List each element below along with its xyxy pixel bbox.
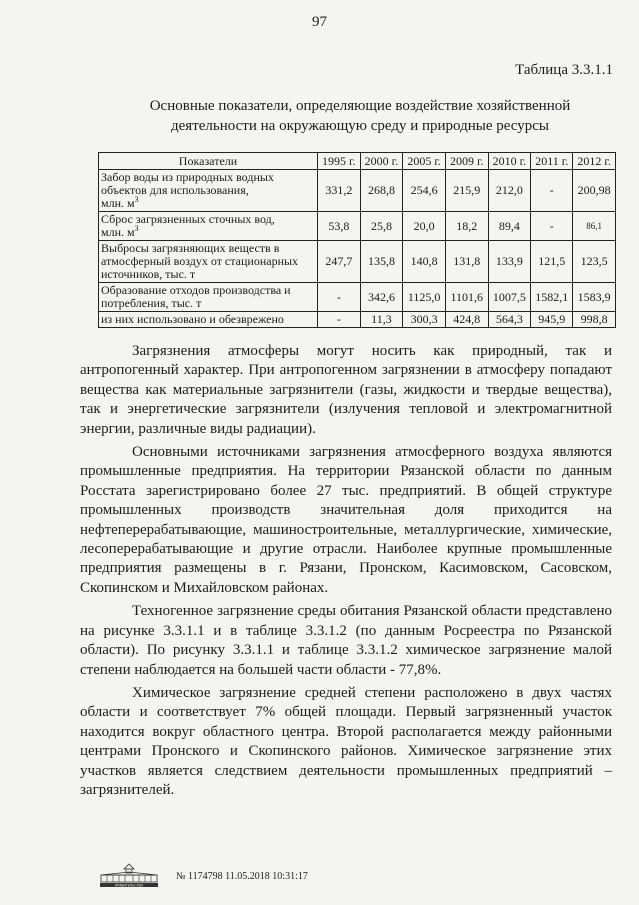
row-label: из них использовано и обезврежено	[99, 312, 318, 328]
table-cell: 1583,9	[573, 283, 616, 312]
table-cell: 200,98	[573, 170, 616, 212]
row-label: Выбросы загрязняющих веществ в атмосферный воздух от стационарных источников, тыс. т	[99, 241, 318, 283]
page-number: 97	[312, 14, 327, 30]
table-cell: 133,9	[488, 241, 531, 283]
table-cell: 140,8	[403, 241, 446, 283]
table-cell: -	[318, 283, 361, 312]
table-cell: 1101,6	[445, 283, 488, 312]
table-cell: 268,8	[360, 170, 403, 212]
table-cell: 25,8	[360, 212, 403, 241]
table-cell: 300,3	[403, 312, 446, 328]
column-header: 2005 г.	[403, 153, 446, 170]
government-building-icon	[98, 862, 160, 888]
table-row	[99, 312, 616, 328]
document-footer	[98, 862, 398, 888]
table-cell: -	[531, 170, 573, 212]
table-cell: -	[318, 312, 361, 328]
table-cell: 998,8	[573, 312, 616, 328]
table-cell: 1582,1	[531, 283, 573, 312]
table-cell: 247,7	[318, 241, 361, 283]
table-cell: 212,0	[488, 170, 531, 212]
table-cell: 215,9	[445, 170, 488, 212]
table-cell: 18,2	[445, 212, 488, 241]
row-label	[99, 212, 318, 241]
table-label: Таблица 3.3.1.1	[515, 62, 613, 78]
column-header: 2011 г.	[531, 153, 573, 170]
unit-exponent: 3	[134, 224, 139, 233]
row-label-text: Забор воды из природных водных объектов для использования,	[101, 170, 274, 197]
table-row	[99, 283, 616, 312]
table-header-row	[99, 153, 616, 170]
table-row	[99, 170, 616, 212]
table-cell: 331,2	[318, 170, 361, 212]
table-cell: 1125,0	[403, 283, 446, 312]
row-label-unit: млн. м	[101, 225, 135, 239]
column-header: Показатели	[99, 153, 318, 170]
column-header: 2012 г.	[573, 153, 616, 170]
table-cell: 135,8	[360, 241, 403, 283]
table-row	[99, 241, 616, 283]
table-cell: 945,9	[531, 312, 573, 328]
table-row	[99, 212, 616, 241]
document-id: № 1174798 11.05.2018 10:31:17	[176, 871, 308, 882]
column-header: 2009 г.	[445, 153, 488, 170]
paragraph: Химическое загрязнение средней степени расположено в двух частях области и соответствует 7% общей площади. Первый загрязненный участок находится вокруг областного центра. Второй располагается между районными центрами Пронского и Скопинского районов. Химическое загрязнение этих участков является следствием деятельности промышленных предприятий – загрязнителей.	[80, 684, 612, 798]
table-cell: 123,5	[573, 241, 616, 283]
table-cell: 1007,5	[488, 283, 531, 312]
table-cell: 11,3	[360, 312, 403, 328]
column-header: 2000 г.	[360, 153, 403, 170]
logo-caption: ПРАВИТЕЛЬСТВО	[114, 883, 144, 888]
table-cell: 564,3	[488, 312, 531, 328]
row-label	[99, 170, 318, 212]
paragraph: Основными источниками загрязнения атмосферного воздуха являются промышленные предприятия. На территории Рязанской области по данным Росстата зарегистрировано более 27 тыс. предприятий. В общей структуре промышленных производств значительная доля приходится на нефтеперерабатывающие, машиностроительные, металлургические, химические, лесоперерабатывающие и другие отрасли. Наиболее крупные промышленные предприятия размещены в г. Рязани, Пронском, Касимовском, Сасовском, Скопинском и Михайловском районах.	[80, 444, 612, 596]
row-label: Образование отходов производства и потребления, тыс. т	[99, 283, 318, 312]
table-cell: 89,4	[488, 212, 531, 241]
column-header: 2010 г.	[488, 153, 531, 170]
table-cell: 342,6	[360, 283, 403, 312]
table-cell: 254,6	[403, 170, 446, 212]
table-cell: 131,8	[445, 241, 488, 283]
table-cell: 53,8	[318, 212, 361, 241]
indicators-table	[98, 152, 616, 328]
table-title: Основные показатели, определяющие воздействие хозяйственной деятельности на окружающую среду и природные ресурсы	[149, 98, 571, 134]
table-cell: 20,0	[403, 212, 446, 241]
paragraph: Техногенное загрязнение среды обитания Рязанской области представлено на рисунке 3.3.1.1 и в таблице 3.3.1.2 (по данным Росреестра по Рязанской области). По рисунку 3.3.1.1 и таблице 3.3.1.2 химическое загрязнение малой степени наблюдается на большей части области - 77,8%.	[80, 603, 612, 678]
paragraph: Загрязнения атмосферы могут носить как природный, так и антропогенный характер. При антропогенном загрязнении в атмосферу попадают вещества как материальные загрязнители (газы, жидкости и твердые вещества), так и энергетические загрязнители (излучения тепловой и электромагнитной энергии, различные виды радиации).	[80, 343, 612, 437]
column-header: 1995 г.	[318, 153, 361, 170]
table-cell: 424,8	[445, 312, 488, 328]
body-text	[80, 342, 612, 804]
row-label-text: Сброс загрязненных сточных вод,	[101, 212, 275, 226]
table-cell: -	[531, 212, 573, 241]
row-label-unit: млн. м	[101, 196, 135, 210]
unit-exponent: 3	[134, 195, 139, 204]
table-cell: 121,5	[531, 241, 573, 283]
table-cell: 86,1	[573, 212, 616, 241]
